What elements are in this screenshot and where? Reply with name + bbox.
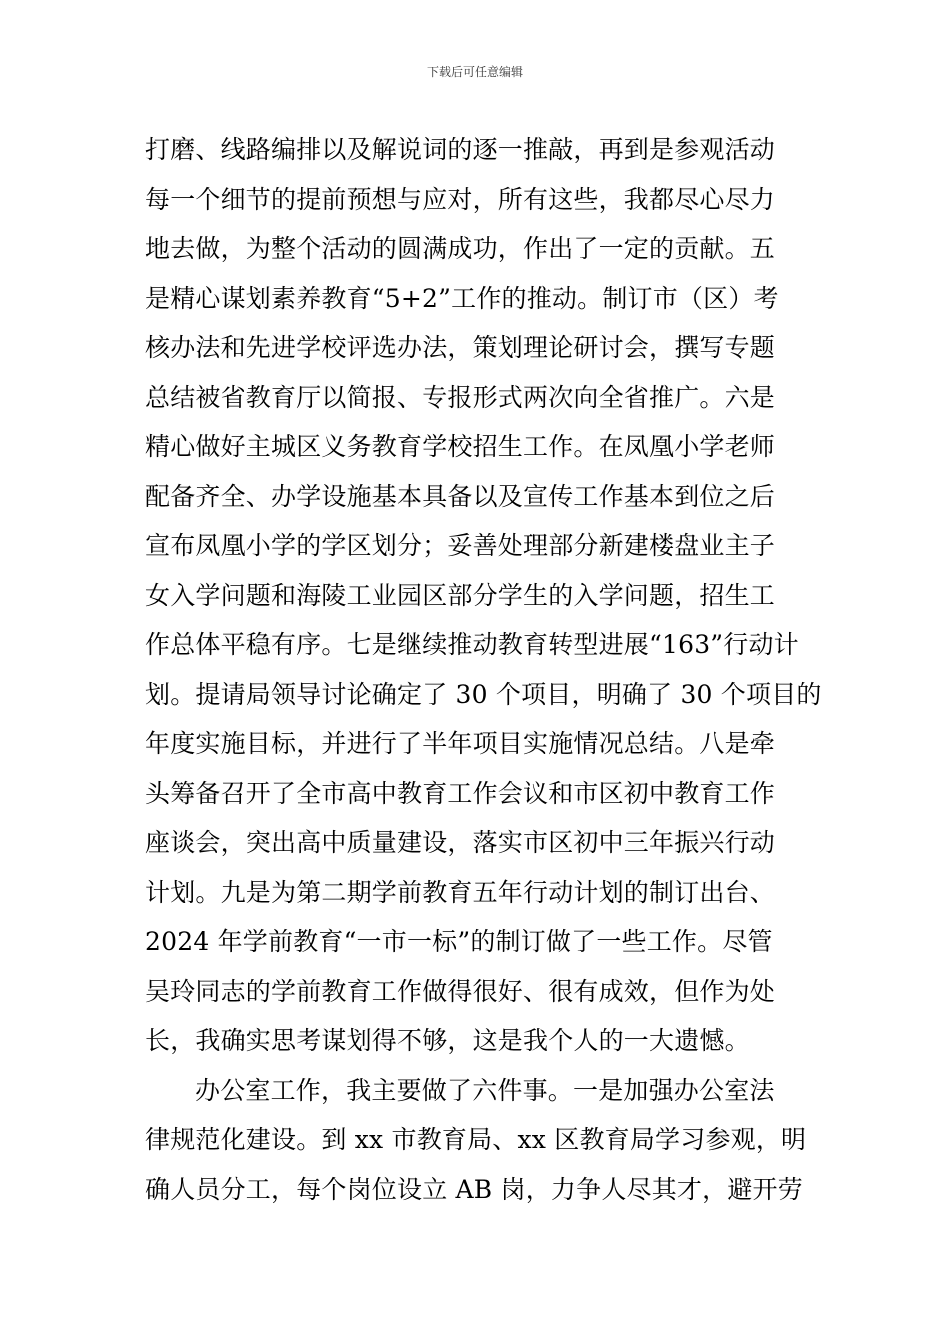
text-line: 作总体平稳有序。七是继续推动教育转型进展“163”行动计 <box>145 630 799 659</box>
text-line: 年度实施目标，并进行了半年项目实施情况总结。八是牵 <box>145 729 776 758</box>
text-line: 总结被省教育厅以简报、专报形式两次向全省推广。六是 <box>145 382 776 412</box>
text-line: 是精心谋划素养教育“5+2”工作的推动。制订市（区）考 <box>145 283 779 313</box>
text-line: 女入学问题和海陵工业园区部分学生的入学问题，招生工 <box>145 580 776 610</box>
text-line: 配备齐全、办学设施基本具备以及宣传工作基本到位之后 <box>145 481 776 511</box>
document-body <box>145 125 845 1214</box>
text-line: 吴玲同志的学前教育工作做得很好、很有成效，但作为处 <box>145 976 776 1006</box>
text-line: 计划。九是为第二期学前教育五年行动计划的制订出台、 <box>145 877 776 907</box>
text-line: 办公室工作，我主要做了六件事。一是加强办公室法 <box>195 1075 775 1105</box>
text-line: 确人员分工，每个岗位设立 AB 岗，力争人尽其才，避开劳 <box>145 1174 803 1204</box>
text-line: 头筹备召开了全市高中教育工作会议和市区初中教育工作 <box>145 778 776 808</box>
text-line: 长，我确实思考谋划得不够，这是我个人的一大遗憾。 <box>145 1026 750 1055</box>
text-line: 地去做，为整个活动的圆满成功，作出了一定的贡献。五 <box>145 234 776 263</box>
text-line: 2024 年学前教育“一市一标”的制订做了一些工作。尽管 <box>145 927 773 956</box>
text-line: 每一个细节的提前预想与应对，所有这些，我都尽心尽力 <box>145 184 776 214</box>
text-line: 座谈会，突出高中质量建设，落实市区初中三年振兴行动 <box>145 828 776 857</box>
page-header: 下载后可任意编辑 <box>426 65 523 79</box>
text-line: 精心做好主城区义务教育学校招生工作。在凤凰小学老师 <box>145 432 776 461</box>
text-line: 打磨、线路编排以及解说词的逐一推敲，再到是参观活动 <box>145 135 776 164</box>
text-line: 核办法和先进学校评选办法，策划理论研讨会，撰写专题 <box>145 333 776 362</box>
text-line: 划。提请局领导讨论确定了 30 个项目，明确了 30 个项目的 <box>145 679 822 709</box>
text-line: 律规范化建设。到 xx 市教育局、xx 区教育局学习参观，明 <box>145 1125 807 1154</box>
text-line: 宣布凤凰小学的学区划分；妥善处理部分新建楼盘业主子 <box>145 531 776 560</box>
